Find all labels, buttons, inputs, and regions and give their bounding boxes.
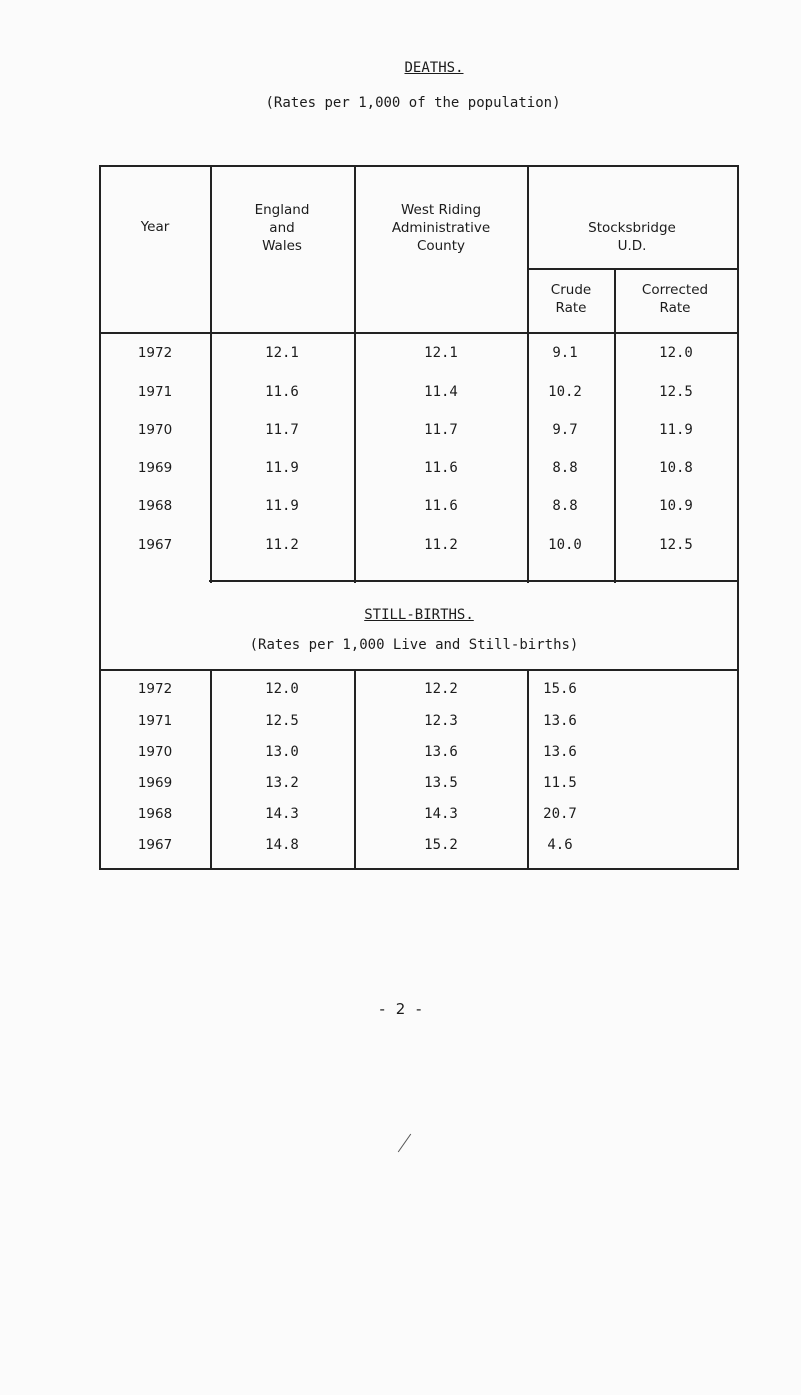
header-england-wales: England and Wales xyxy=(254,202,310,254)
deaths-title: DEATHS. xyxy=(404,60,464,76)
header-stocksbridge: Stocksbridge U.D. xyxy=(588,220,676,254)
header-west-riding: West Riding Administrative County xyxy=(391,202,491,254)
stillbirths-title: STILL-BIRTHS. xyxy=(364,607,474,623)
pen-mark xyxy=(398,1134,411,1153)
deaths-subtitle: (Rates per 1,000 of the population) xyxy=(265,95,561,111)
stillbirths-subtitle: (Rates per 1,000 Live and Still-births) xyxy=(249,637,579,653)
page-number: - 2 - xyxy=(379,1000,425,1018)
header-year: Year xyxy=(140,219,170,235)
header-crude-rate: Crude Rate xyxy=(550,282,592,316)
header-corrected-rate: Corrected Rate xyxy=(641,282,709,316)
